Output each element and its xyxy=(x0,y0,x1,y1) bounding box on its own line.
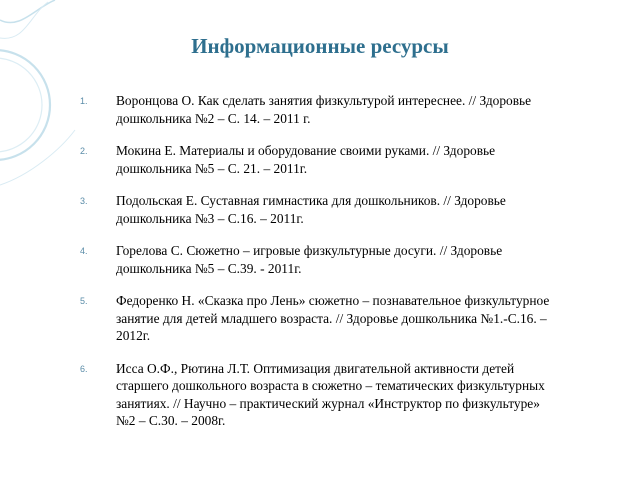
reference-list xyxy=(80,92,550,445)
list-item-number: 4. xyxy=(80,246,88,256)
list-item-text: Подольская Е. Суставная гимнастика для дошкольников. // Здоровье дошкольника №3 – С.16. – 2011г. xyxy=(116,193,506,226)
list-item xyxy=(80,360,550,430)
list-item xyxy=(80,242,550,277)
list-item-number: 2. xyxy=(80,146,88,156)
list-item-text: Федоренко Н. «Сказка про Лень» сюжетно – познавательное физкультурное занятие для детей младшего возраста. // Здоровье дошкольника №1.-С.16. – 2012г. xyxy=(116,293,550,343)
list-item xyxy=(80,292,550,345)
list-item xyxy=(80,192,550,227)
list-item-text: Горелова С. Сюжетно – игровые физкультурные досуги. // Здоровье дошкольника №5 – С.39. - 2011г. xyxy=(116,243,503,276)
list-item-number: 6. xyxy=(80,363,88,374)
list-item-text: Мокина Е. Материалы и оборудование своими руками. // Здоровье дошкольника №5 – С. 21. – 2011г. xyxy=(116,143,496,176)
list-item-text: Воронцова О. Как сделать занятия физкультурой интереснее. // Здоровье дошкольника №2 – С. 14. – 2011 г. xyxy=(116,93,532,126)
list-item xyxy=(80,142,550,177)
list-item-number: 5. xyxy=(80,296,88,306)
list-item-number: 3. xyxy=(80,196,88,206)
page-title: Информационные ресурсы xyxy=(191,34,449,58)
list-item-text: Исса О.Ф., Рютина Л.Т. Оптимизация двигательной активности детей старшего дошкольного возраста в сюжетно – тематических физкультурных занятиях. // Научно – практический журнал «Инструктор по физкультуре» №2 – С.30. – 2008г. xyxy=(116,360,545,428)
list-item xyxy=(80,92,550,127)
list-item-number: 1. xyxy=(80,96,88,106)
